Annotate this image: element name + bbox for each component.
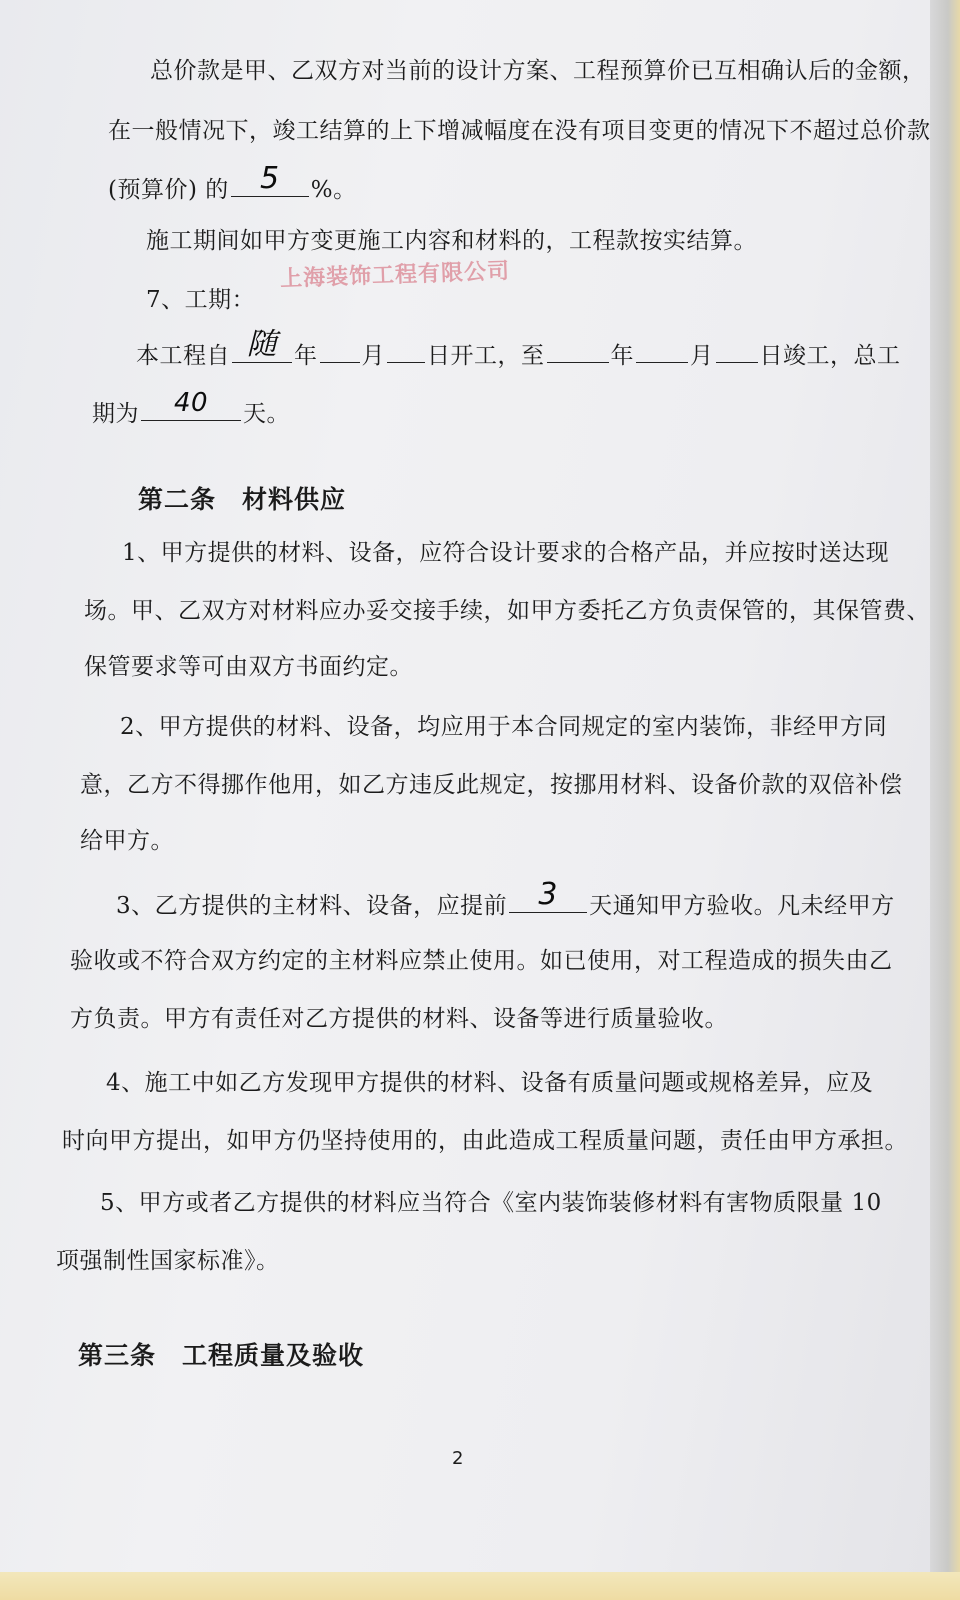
- text-line: 在一般情况下，竣工结算的上下增减幅度在没有项目变更的情况下不超过总价款: [108, 118, 930, 144]
- fill-blank: [547, 338, 609, 363]
- fill-blank: [232, 327, 292, 363]
- page-bottom-edge: [0, 1572, 960, 1600]
- text-line: 7、工期：: [146, 287, 256, 313]
- text-line: [92, 388, 290, 429]
- text-line: [136, 327, 901, 371]
- text-fragment: (预算价) 的: [108, 177, 229, 203]
- text-fragment: 期为: [92, 401, 139, 427]
- text-fragment: 月: [361, 343, 385, 369]
- text-line: 4、施工中如乙方发现甲方提供的材料、设备有质量问题或规格差异，应及: [106, 1070, 874, 1096]
- section-heading: 第三条 工程质量及验收: [78, 1341, 365, 1370]
- section-heading: 第二条 材料供应: [138, 485, 347, 514]
- text-fragment: %。: [310, 177, 357, 203]
- fill-blank: [716, 338, 758, 363]
- text-line: 1、甲方提供的材料、设备，应符合设计要求的合格产品，并应按时送达现: [122, 540, 890, 566]
- text-fragment: 月: [690, 343, 714, 369]
- text-line: 2、甲方提供的材料、设备，均应用于本合同规定的室内装饰，非经甲方同: [120, 714, 888, 740]
- text-fragment: 天通知甲方验收。凡未经甲方: [589, 893, 895, 919]
- text-line: 意，乙方不得挪作他用，如乙方违反此规定，按挪用材料、设备价款的双倍补偿: [80, 772, 903, 798]
- text-line: 5、甲方或者乙方提供的材料应当符合《室内装饰装修材料有害物质限量 10: [100, 1190, 882, 1216]
- fill-blank: [636, 338, 688, 363]
- bleed-through-stamp: 上海装饰工程有限公司: [279, 258, 511, 293]
- text-fragment: 本工程自: [136, 343, 230, 369]
- text-line: 方负责。甲方有责任对乙方提供的材料、设备等进行质量验收。: [70, 1006, 728, 1032]
- fill-blank: [231, 161, 309, 197]
- text-fragment: 年: [610, 343, 634, 369]
- text-fragment: 天。: [243, 401, 290, 427]
- text-line: 场。甲、乙双方对材料应办妥交接手续，如甲方委托乙方负责保管的，其保管费、: [84, 598, 930, 624]
- fill-blank: [320, 338, 360, 363]
- fill-blank: [141, 388, 241, 421]
- handwritten-value: 40: [173, 388, 209, 418]
- text-line: [116, 877, 895, 921]
- text-fragment: 日竣工，总工: [759, 343, 901, 369]
- text-fragment: 年: [294, 343, 318, 369]
- page-number: 2: [452, 1448, 464, 1469]
- fill-blank: [387, 338, 425, 363]
- text-line: 总价款是甲、乙双方对当前的设计方案、工程预算价已互相确认后的金额，: [150, 58, 926, 84]
- page-stack-edge: [930, 0, 960, 1600]
- text-fragment: 日开工，至: [427, 343, 545, 369]
- fill-blank: [509, 877, 587, 913]
- text-line: 项强制性国家标准》。: [56, 1248, 280, 1274]
- text-line: 给甲方。: [80, 828, 174, 854]
- text-line: 时向甲方提出，如甲方仍坚持使用的，由此造成工程质量问题，责任由甲方承担。: [62, 1128, 908, 1154]
- handwritten-value: 5: [259, 161, 280, 196]
- text-line: [108, 161, 357, 205]
- handwritten-value: 随: [246, 327, 278, 362]
- handwritten-value: 3: [538, 877, 558, 912]
- text-fragment: 3、乙方提供的主材料、设备，应提前: [116, 893, 508, 919]
- text-line: 保管要求等可由双方书面约定。: [84, 654, 413, 680]
- text-line: 验收或不符合双方约定的主材料应禁止使用。如已使用，对工程造成的损失由乙: [70, 948, 893, 974]
- text-line: 施工期间如甲方变更施工内容和材料的，工程款按实结算。: [146, 228, 757, 254]
